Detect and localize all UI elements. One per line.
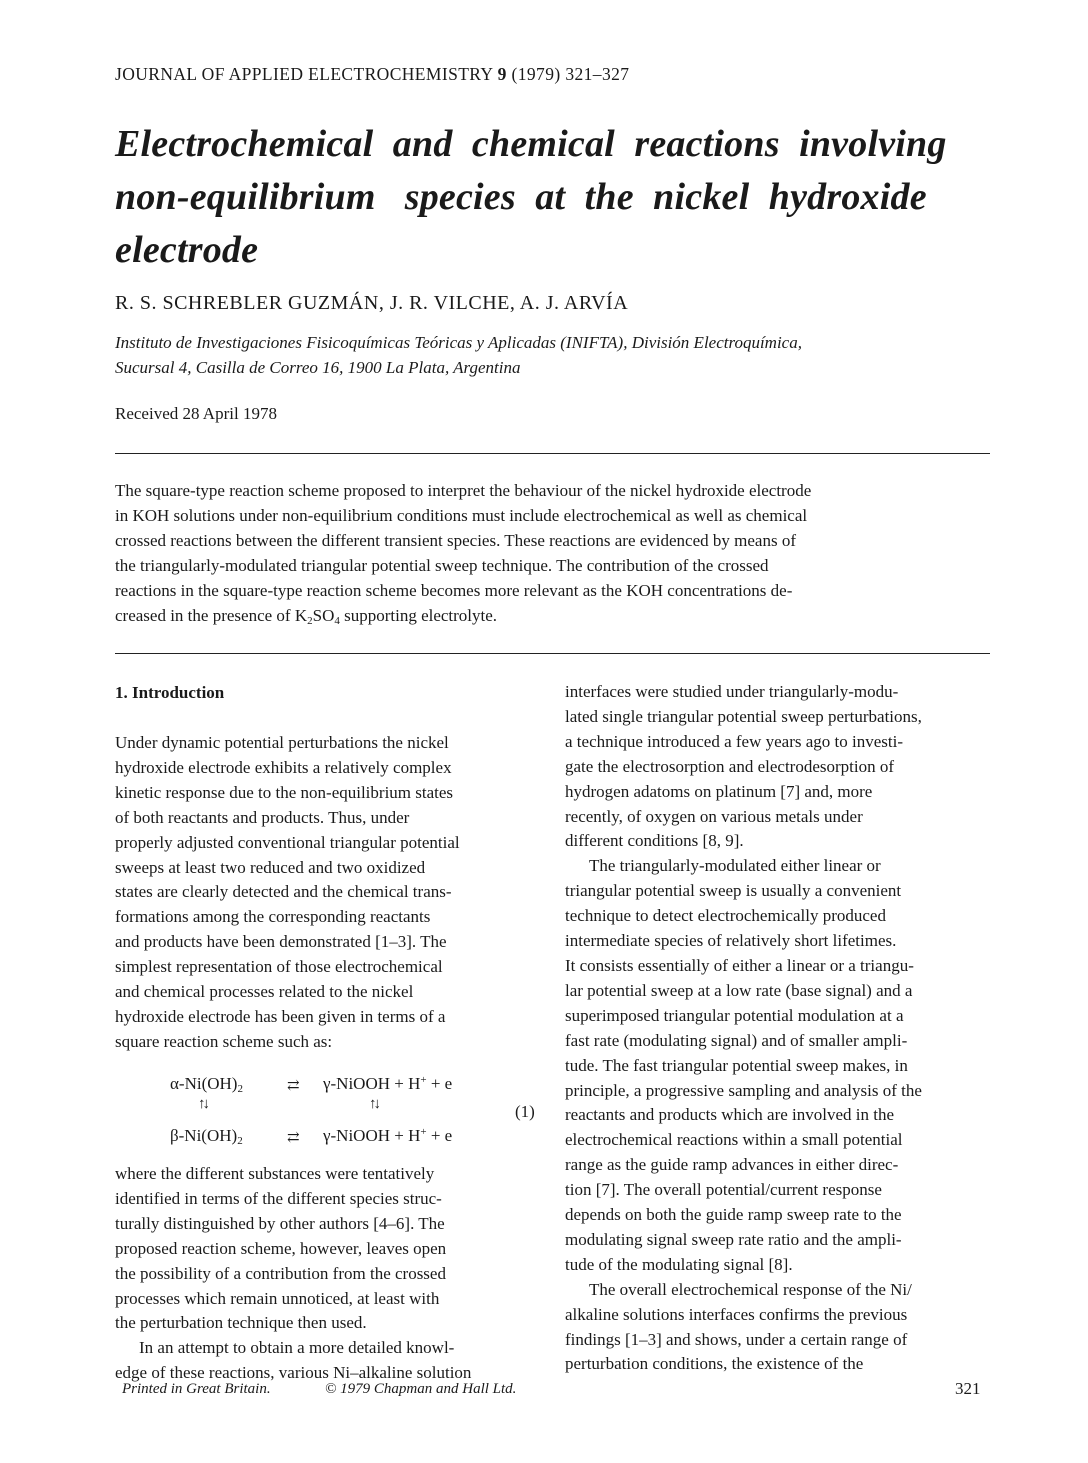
abstract bbox=[115, 478, 990, 628]
text-line: triangular potential sweep is usually a convenient bbox=[565, 881, 902, 901]
text-line: tion [7]. The overall potential/current response bbox=[565, 1180, 882, 1200]
footer-copyright: © 1979 Chapman and Hall Ltd. bbox=[325, 1381, 517, 1397]
equation-number: (1) bbox=[515, 1102, 535, 1121]
text-line: kinetic response due to the non-equilibrium states bbox=[115, 782, 454, 802]
text-line: gate the electrosorption and electrodesorption of bbox=[565, 756, 895, 776]
footer-printed: Printed in Great Britain. bbox=[122, 1381, 271, 1397]
text-line: square reaction scheme such as: bbox=[115, 1031, 333, 1051]
text-line: properly adjusted conventional triangular potential bbox=[115, 832, 460, 852]
text-line: In an attempt to obtain a more detailed knowl- bbox=[139, 1338, 455, 1358]
species: + e bbox=[426, 1074, 453, 1093]
abstract-line: in KOH solutions under non-equilibrium conditions must include electrochemical as well as chemical bbox=[115, 506, 808, 525]
text-line: sweeps at least two reduced and two oxidized bbox=[115, 857, 426, 877]
reaction-scheme-equation bbox=[115, 1070, 545, 1160]
text-line: the possibility of a contribution from the crossed bbox=[115, 1263, 446, 1283]
species: + e bbox=[426, 1126, 453, 1145]
superscript: + bbox=[420, 1074, 427, 1086]
text-line: findings [1–3] and shows, under a certain range of bbox=[565, 1329, 908, 1349]
text-line: and chemical processes related to the nickel bbox=[115, 982, 414, 1002]
text-line: intermediate species of relatively short lifetimes. bbox=[565, 931, 897, 951]
equilibrium-arrow-icon: ⇄ bbox=[287, 1130, 297, 1146]
text-line: hydroxide electrode has been given in terms of a bbox=[115, 1006, 446, 1026]
text-line: a technique introduced a few years ago to investi- bbox=[565, 731, 903, 751]
text-line: of both reactants and products. Thus, under bbox=[115, 807, 410, 827]
abstract-text: creased in the presence of K bbox=[115, 606, 308, 625]
page-number: 321 bbox=[955, 1379, 981, 1398]
equilibrium-arrow-icon: ⇄ bbox=[287, 1078, 297, 1094]
text-line: modulating signal sweep rate ratio and the ampli- bbox=[565, 1229, 902, 1249]
intro-paragraph-continued bbox=[115, 1162, 545, 1386]
journal-volume: 9 bbox=[497, 64, 507, 84]
subscript: 2 bbox=[307, 615, 313, 627]
journal-header bbox=[115, 64, 629, 85]
equation-top-left bbox=[170, 1074, 243, 1094]
text-line: fast rate (modulating signal) and of smaller ampli- bbox=[565, 1030, 908, 1050]
text-line: reactants and products which are involved in the bbox=[565, 1105, 895, 1125]
text-line: different conditions [8, 9]. bbox=[565, 831, 744, 851]
equation-bottom-right bbox=[323, 1126, 452, 1146]
text-line: lated single triangular potential sweep perturbations, bbox=[565, 706, 922, 726]
species: β-Ni(OH) bbox=[170, 1126, 238, 1145]
journal-year-pages: (1979) 321–327 bbox=[511, 64, 630, 84]
abstract-line: The square-type reaction scheme proposed to interpret the behaviour of the nickel hydroxide electrode bbox=[115, 481, 812, 500]
section-heading: 1. Introduction bbox=[115, 683, 225, 702]
text-line: hydrogen adatoms on platinum [7] and, more bbox=[565, 781, 873, 801]
affiliation bbox=[115, 330, 995, 380]
text-line: and products have been demonstrated [1–3]. The bbox=[115, 932, 447, 952]
abstract-text: SO bbox=[312, 606, 335, 625]
text-line: The triangularly-modulated either linear or bbox=[589, 856, 881, 876]
text-line: simplest representation of those electrochemical bbox=[115, 957, 443, 977]
text-line: lar potential sweep at a low rate (base signal) and a bbox=[565, 980, 913, 1000]
text-line: alkaline solutions interfaces confirms the previous bbox=[565, 1304, 908, 1324]
text-line: proposed reaction scheme, however, leaves open bbox=[115, 1238, 447, 1258]
text-line: It consists essentially of either a linear or a triangu- bbox=[565, 955, 914, 975]
text-line: Under dynamic potential perturbations the nickel bbox=[115, 733, 449, 752]
text-line: technique to detect electrochemically produced bbox=[565, 906, 886, 926]
title-line: electrode bbox=[115, 229, 259, 271]
text-line: hydroxide electrode exhibits a relatively complex bbox=[115, 757, 452, 777]
text-line: The overall electrochemical response of the Ni/ bbox=[589, 1279, 912, 1299]
text-line: superimposed triangular potential modulation at a bbox=[565, 1005, 904, 1025]
text-line: interfaces were studied under triangularly-modu- bbox=[565, 682, 899, 701]
text-line: formations among the corresponding reactants bbox=[115, 907, 431, 927]
abstract-text: supporting electrolyte. bbox=[339, 606, 498, 625]
text-line: tude of the modulating signal [8]. bbox=[565, 1254, 793, 1274]
text-line: turally distinguished by other authors [4–6]. The bbox=[115, 1213, 445, 1233]
abstract-line: crossed reactions between the different transient species. These reactions are evidenced by means of bbox=[115, 531, 796, 550]
text-line: where the different substances were tentatively bbox=[115, 1164, 435, 1183]
abstract-line: reactions in the square-type reaction scheme becomes more relevant as the KOH concentrations de- bbox=[115, 581, 793, 600]
journal-name: JOURNAL OF APPLIED ELECTROCHEMISTRY bbox=[115, 64, 493, 84]
species: γ-NiOOH + H bbox=[323, 1074, 421, 1093]
text-line: electrochemical reactions within a small potential bbox=[565, 1130, 903, 1150]
vertical-equilibrium-arrow-icon: ↑↓ bbox=[369, 1096, 378, 1112]
abstract-top-rule bbox=[115, 453, 990, 454]
species: γ-NiOOH + H bbox=[323, 1126, 421, 1145]
subscript: 2 bbox=[237, 1083, 243, 1095]
paper-title bbox=[115, 118, 995, 277]
affiliation-line: Instituto de Investigaciones Fisicoquímicas Teóricas y Aplicadas (INIFTA), División Electroquímica, bbox=[115, 333, 802, 352]
text-line: recently, of oxygen on various metals under bbox=[565, 806, 863, 826]
text-line: range as the guide ramp advances in either direc- bbox=[565, 1155, 899, 1175]
text-line: principle, a progressive sampling and analysis of the bbox=[565, 1080, 922, 1100]
abstract-line-last bbox=[115, 603, 990, 628]
vertical-equilibrium-arrow-icon: ↑↓ bbox=[198, 1096, 207, 1112]
text-line: tude. The fast triangular potential sweep makes, in bbox=[565, 1055, 908, 1075]
text-line: processes which remain unnoticed, at least with bbox=[115, 1288, 440, 1308]
subscript: 2 bbox=[237, 1135, 243, 1147]
text-line: identified in terms of the different species struc- bbox=[115, 1188, 442, 1208]
superscript: + bbox=[420, 1126, 427, 1138]
abstract-line: the triangularly-modulated triangular potential sweep technique. The contribution of the crossed bbox=[115, 556, 769, 575]
species: α-Ni(OH) bbox=[170, 1074, 238, 1093]
title-line: Electrochemical and chemical reactions involving bbox=[115, 123, 947, 165]
equation-top-right bbox=[323, 1074, 452, 1094]
title-line: non-equilibrium species at the nickel hydroxide bbox=[115, 176, 927, 218]
intro-paragraph bbox=[115, 731, 545, 1055]
equation-bottom-left bbox=[170, 1126, 243, 1146]
text-line: depends on both the guide ramp sweep rate to the bbox=[565, 1205, 902, 1225]
received-date: Received 28 April 1978 bbox=[115, 404, 277, 423]
text-line: edge of these reactions, various Ni–alkaline solution bbox=[115, 1363, 472, 1383]
affiliation-line: Sucursal 4, Casilla de Correo 16, 1900 La Plata, Argentina bbox=[115, 358, 521, 377]
text-line: the perturbation technique then used. bbox=[115, 1313, 367, 1333]
text-line: states are clearly detected and the chemical trans- bbox=[115, 882, 452, 902]
subscript: 4 bbox=[334, 615, 340, 627]
right-column-text bbox=[565, 680, 995, 1377]
text-line: perturbation conditions, the existence of the bbox=[565, 1354, 864, 1374]
abstract-bottom-rule bbox=[115, 653, 990, 654]
authors: R. S. SCHREBLER GUZMÁN, J. R. VILCHE, A. J. ARVÍA bbox=[115, 292, 629, 314]
